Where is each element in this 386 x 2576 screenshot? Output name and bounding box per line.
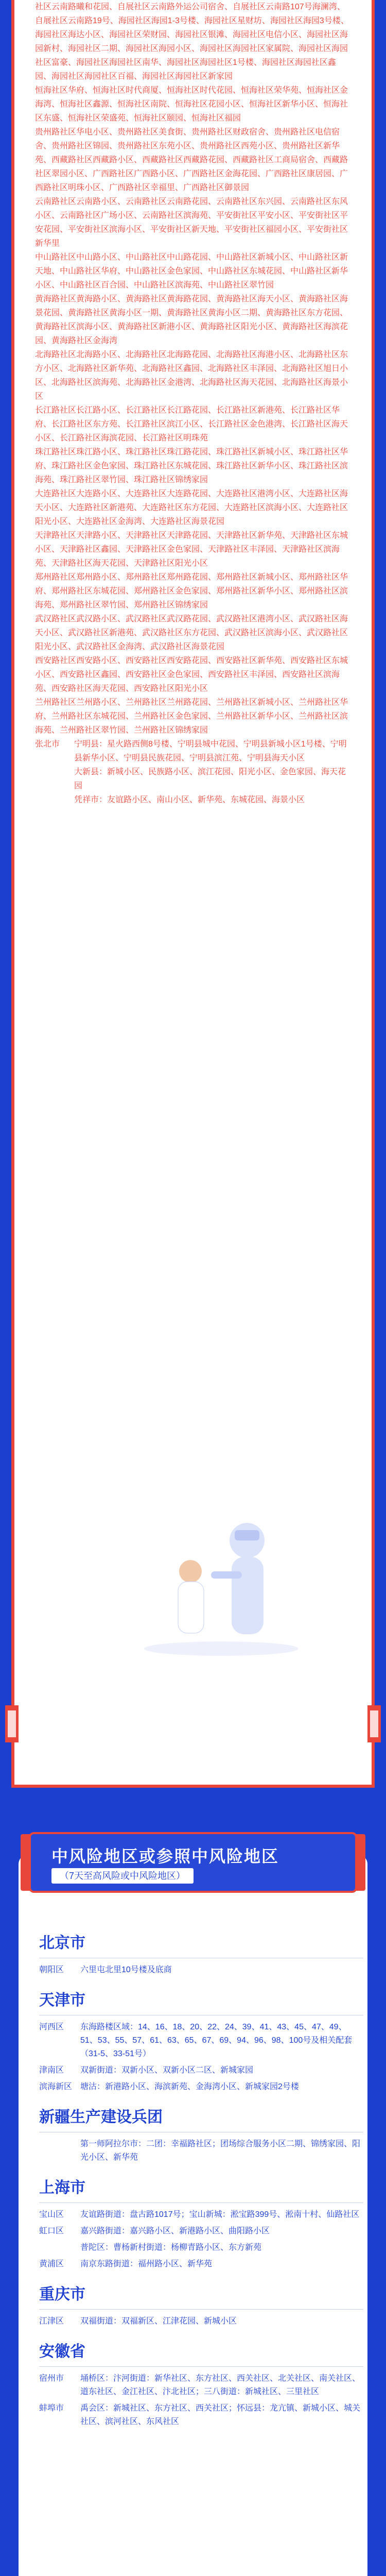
paragraph: 北海路社区北海路小区、北海路社区北海路花园、北海路社区海港小区、北海路社区东方小区、北海路社区新华苑、北海路社区鑫园、北海路社区丰泽园、北海路社区旭日小区、北海路社区滨海苑、北海路社区金港湾、北海路社区海天花园、北海路社区海景小区 [35, 350, 348, 401]
city-heading: 天津市 [39, 1992, 85, 2009]
paragraph: 郑州路社区郑州路小区、郑州路社区郑州路花园、郑州路社区新城小区、郑州路社区华府、郑州路社区东城花园、郑州路社区金色家园、郑州路社区新华小区、郑州路社区滨海苑、郑州路社区翠竹园、郑州路社区锦绣家园 [35, 573, 348, 609]
city-heading: 新疆生产建设兵团 [39, 2109, 163, 2126]
entry-row [35, 737, 351, 765]
district-label [39, 2138, 80, 2164]
city-heading: 安徽省 [39, 2343, 85, 2360]
entry-row [39, 2241, 363, 2255]
entry-text: 大新县：新城小区、民族路小区、滨江花园、阳光小区、金色家园、海天花园 [74, 768, 346, 790]
high-risk-list-body [35, 0, 351, 807]
entry-row [39, 2138, 363, 2164]
paragraph: 云南路社区云南路小区、云南路社区云南路花园、云南路社区东兴园、云南路社区东风小区、云南路社区广场小区、云南路社区滨海苑、平安街社区平安小区、平安街社区平安花园、平安街社区滨海小区、平安街社区新天地、平安街社区福园小区、平安街社区新华里 [35, 197, 348, 248]
badge-ear [21, 1834, 32, 1891]
title-box [31, 1834, 355, 1891]
divider [39, 2202, 363, 2203]
paragraph: 武汉路社区武汉路小区、武汉路社区武汉路花园、武汉路社区港湾小区、武汉路社区海天小区、武汉路社区新港苑、武汉路社区东方花园、武汉路社区滨海小区、武汉路社区阳光小区、武汉路社区金海湾、武汉路社区海景花园 [35, 615, 348, 651]
district-label: 津南区 [39, 2066, 64, 2075]
district-text: 东海路楼区域：14、16、18、20、22、24、39、41、43、45、47、49、51、53、55、57、61、63、65、67、69、94、96、98、100号及相关配套（31-5、33-51号） [80, 2023, 353, 2058]
entry-row [39, 1963, 363, 1977]
district-text: 友谊路街道：盘古路1017号；宝山新城：淞宝路399号、淞南十村、仙路社区 [80, 2210, 360, 2219]
entry-row [39, 2021, 363, 2061]
entry-row [39, 2208, 363, 2222]
district-text: 第一师阿拉尔市：二团：幸福路社区；团场综合服务小区二期、锦绣家园、阳光小区、新华苑 [80, 2140, 361, 2162]
entry-row [39, 2372, 363, 2399]
district-text: 六里屯北里10号楼及底商 [80, 1965, 172, 1974]
divider [39, 2366, 363, 2367]
district-label: 滨海新区 [39, 2082, 73, 2091]
district-text: 塘沽：新港路小区、海滨新苑、金海湾小区、新城家园2号楼 [80, 2082, 299, 2091]
swab-test-figure [144, 1523, 299, 1656]
entry-row [39, 2258, 363, 2271]
city-heading: 重庆市 [39, 2286, 85, 2303]
district-label: 黄浦区 [39, 2260, 64, 2268]
district-text: 双福街道：双福新区、江津花园、新城小区 [80, 2317, 237, 2326]
entry-label [35, 765, 74, 793]
entry-row [35, 765, 351, 793]
district-text: 双新街道：双新小区、双新小区二区、新城家园 [80, 2066, 254, 2075]
entry-label: 张北市 [35, 740, 60, 749]
entry-text: 宁明县：星火路西侧8号楼、宁明县城中花园、宁明县新城小区1号楼、宁明县新华小区、宁明县民族花园、宁明县滨江苑、宁明县海天小区 [74, 740, 347, 762]
entry-row [39, 2064, 363, 2077]
health-worker-illustration [134, 1494, 309, 1659]
paragraph: 天津路社区天津路小区、天津路社区天津路花园、天津路社区新华苑、天津路社区东城小区、天津路社区鑫园、天津路社区金色家园、天津路社区丰泽园、天津路社区滨海苑、天津路社区海天花园、天津路社区阳光小区 [35, 531, 348, 568]
entry-row [39, 2225, 363, 2238]
section-subtitle: （7天至高风险或中风险地区） [51, 1868, 194, 1884]
district-text: 普陀区：曹杨新村街道：杨柳青路小区、东方新苑 [80, 2243, 262, 2252]
district-text: 埇桥区：汴河街道：新华社区、东方社区、西关社区、北关社区、南关社区、道东社区、金江社区、汴北社区；三八街道：新城社区、三里社区 [80, 2374, 361, 2396]
section-title-badge [21, 1834, 365, 1901]
paragraph: 兰州路社区兰州路小区、兰州路社区兰州路花园、兰州路社区新城小区、兰州路社区华府、兰州路社区东城花园、兰州路社区金色家园、兰州路社区新华小区、兰州路社区滨海苑、兰州路社区翠竹园、兰州路社区锦绣家园 [35, 698, 348, 735]
paragraph: 恒海社区华府、恒海社区时代商厦、恒海社区时代花园、恒海社区荣华苑、恒海社区金海湾、恒海社区鑫源、恒海社区南院、恒海社区花园小区、恒海社区新华小区、恒海社区东盛、恒海社区荣盛苑、恒海社区颐园、恒海社区福园 [35, 86, 348, 123]
medium-risk-list [39, 1932, 363, 2432]
district-text: 嘉兴路街道：嘉兴路小区、新港路小区、曲阳路小区 [80, 2227, 270, 2235]
district-label [39, 2241, 80, 2255]
paragraph: 中山路社区中山路小区、中山路社区中山路花园、中山路社区新城小区、中山路社区新天地、中山路社区华府、中山路社区金色家园、中山路社区东城花园、中山路社区新华小区、中山路社区百合园、中山路社区滨海苑、中山路社区翠竹园 [35, 253, 348, 290]
district-label: 江津区 [39, 2317, 64, 2326]
district-label: 河西区 [39, 2023, 64, 2031]
entry-row [39, 2315, 363, 2328]
paragraph: 贵州路社区华电小区、贵州路社区美食街、贵州路社区财政宿舍、贵州路社区电信宿舍、贵州路社区锦园、贵州路社区东苑小区、贵州路社区西苑小区、贵州路社区新华苑、西藏路社区西藏路小区、西藏路社区西藏路花园、西藏路社区工商局宿舍、西藏路社区翠园小区、广西路社区广西路小区、广西路社区金海花园、广西路社区康居园、广西路社区明珠小区、广西路社区幸福里、广西路社区御景园 [35, 128, 348, 192]
section-title: 中风险地区或参照中风险地区 [51, 1847, 279, 1866]
entry-label [35, 793, 74, 807]
entry-row [39, 2080, 363, 2094]
paragraph: 珠江路社区珠江路小区、珠江路社区珠江路花园、珠江路社区新城小区、珠江路社区华府、珠江路社区金色家园、珠江路社区东城花园、珠江路社区新华小区、珠江路社区滨海苑、珠江路社区翠竹园、珠江路社区锦绣家园 [35, 448, 348, 484]
district-label: 朝阳区 [39, 1965, 64, 1974]
ribbon-decoration [5, 1705, 19, 1742]
entry-text: 凭祥市：友谊路小区、南山小区、新华苑、东城花园、海景小区 [74, 795, 305, 804]
district-label: 宝山区 [39, 2210, 64, 2219]
ribbon-decoration [367, 1705, 381, 1742]
paragraph: 大连路社区大连路小区、大连路社区大连路花园、大连路社区港湾小区、大连路社区海天小区、大连路社区新港苑、大连路社区东方花园、大连路社区滨海小区、大连路社区阳光小区、大连路社区金海湾、大连路社区海景花园 [35, 489, 348, 526]
district-text: 南京东路街道：福州路小区、新华苑 [80, 2260, 213, 2268]
city-heading: 北京市 [39, 1935, 85, 1952]
paragraph: 长江路社区长江路小区、长江路社区长江路花园、长江路社区新港苑、长江路社区华府、长江路社区东方苑、长江路社区滨江小区、长江路社区金色港湾、长江路社区海天小区、长江路社区海滨花园、长江路社区明珠苑 [35, 406, 348, 443]
paragraph: 社区云南路曦和花园、自展社区云南路外运公司宿舍、自展社区云南路107号海澜湾、自展社区云南路19号、海园社区海园1-3号楼、海园社区星财坊、海园社区海园3号楼、海园社区海达小区、海园社区荣财园、海园社区银滩、海园社区电信小区、海园社区海园新村、海园社区二期、海园社区海园小区、海园社区海园社区家属院、海园社区海园社区富豪、海园社区海园社区南华、海园社区海园社区1号楼、海园社区海园社区鑫园、海园社区海园社区百福、海园社区海园社区新家园 [35, 3, 349, 81]
badge-ear [354, 1834, 365, 1891]
district-label: 宿州市 [39, 2374, 64, 2383]
paragraph: 黄海路社区黄海路小区、黄海路社区黄海路花园、黄海路社区海天小区、黄海路社区海景花园、黄海路社区黄海小区一期、黄海路社区黄海小区二期、黄海路社区东方花园、黄海路社区滨海小区、黄海路社区新港小区、黄海路社区阳光小区、黄海路社区海滨花园、黄海路社区金海湾 [35, 295, 348, 345]
city-heading: 上海市 [39, 2179, 85, 2196]
entry-row [35, 793, 351, 807]
divider [39, 2309, 363, 2310]
district-label: 虹口区 [39, 2227, 64, 2235]
district-label: 蚌埠市 [39, 2404, 64, 2413]
paragraph: 西安路社区西安路小区、西安路社区西安路花园、西安路社区新华苑、西安路社区东城小区、西安路社区鑫园、西安路社区金色家园、西安路社区丰泽园、西安路社区滨海苑、西安路社区海天花园、西安路社区阳光小区 [35, 656, 348, 693]
district-text: 禹会区：新城社区、东方社区、西关社区；怀远县：龙亢镇、新城小区、城关社区、滨河社区、东风社区 [80, 2404, 361, 2426]
entry-row [39, 2402, 363, 2429]
